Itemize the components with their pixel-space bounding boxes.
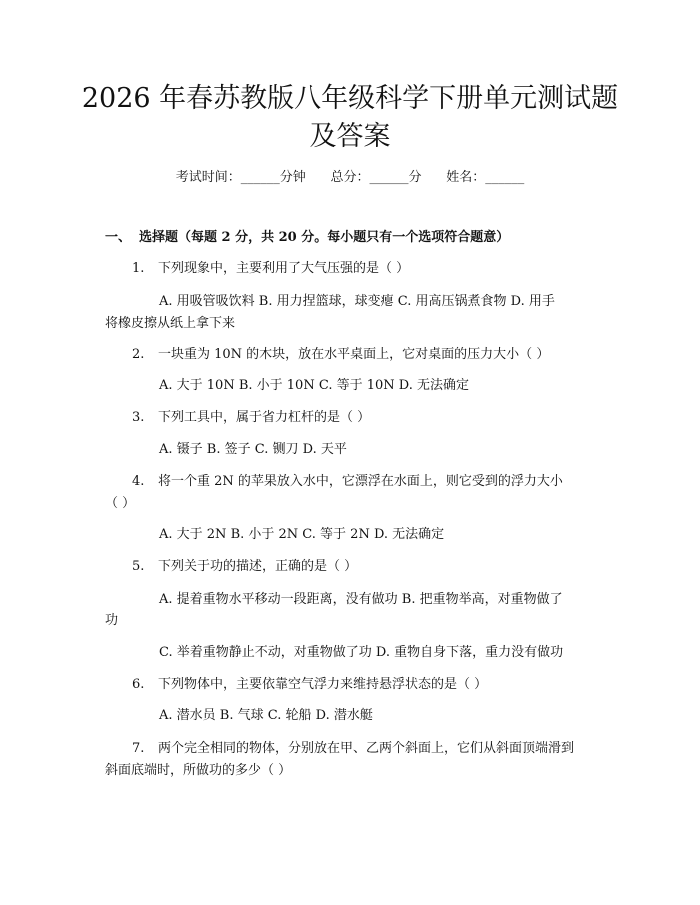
question-number: 1. xyxy=(132,261,145,276)
question-text: 下列物体中，主要依靠空气浮力来维持悬浮状态的是（ ） xyxy=(158,677,488,692)
section-title: 选择题（每题 2 分，共 20 分。每小题只有一个选项符合题意） xyxy=(139,230,510,245)
question-5-options-cont: 功 xyxy=(105,613,119,628)
question-number: 3. xyxy=(132,410,145,425)
question-text: 将一个重 2N 的苹果放入水中，它漂浮在水面上，则它受到的浮力大小 xyxy=(158,474,563,489)
question-5-options: A. 提着重物水平移动一段距离，没有做功 B. 把重物举高，对重物做了 xyxy=(159,592,563,607)
question-number: 7. xyxy=(132,741,145,756)
question-5-options-2: C. 举着重物静止不动，对重物做了功 D. 重物自身下落，重力没有做功 xyxy=(159,645,564,660)
question-text: 一块重为 10N 的木块，放在水平桌面上，它对桌面的压力大小（ ） xyxy=(158,347,550,362)
question-text: 下列现象中，主要利用了大气压强的是（ ） xyxy=(158,261,410,276)
question-2-options: A. 大于 10N B. 小于 10N C. 等于 10N D. 无法确定 xyxy=(159,378,469,393)
question-3-options: A. 镊子 B. 签子 C. 铡刀 D. 天平 xyxy=(159,442,347,457)
question-text: 下列工具中，属于省力杠杆的是（ ） xyxy=(158,410,371,425)
question-7-stem-cont: 斜面底端时，所做功的多少（ ） xyxy=(105,763,292,778)
question-1-options: A. 用吸管吸饮料 B. 用力捏篮球，球变瘪 C. 用高压锅煮食物 D. 用手 xyxy=(159,294,555,309)
question-7-stem xyxy=(132,739,574,759)
question-1-options-cont: 将橡皮擦从纸上拿下来 xyxy=(105,316,236,331)
question-4-stem-cont: （ ） xyxy=(105,496,136,511)
question-4-stem xyxy=(132,472,563,492)
question-number: 4. xyxy=(132,474,145,489)
title-line-1: 2026 年春苏教版八年级科学下册单元测试题 xyxy=(81,83,619,114)
question-2-stem xyxy=(132,345,549,365)
question-5-stem xyxy=(132,557,357,577)
question-text: 下列关于功的描述，正确的是（ ） xyxy=(158,559,358,574)
exam-meta: 考试时间：______分钟 总分：______分 姓名：______ xyxy=(175,170,525,185)
question-3-stem xyxy=(132,408,370,428)
question-text: 两个完全相同的物体，分别放在甲、乙两个斜面上，它们从斜面顶端滑到 xyxy=(158,741,575,756)
section-heading xyxy=(105,228,509,248)
question-1-stem xyxy=(132,259,409,279)
question-4-options: A. 大于 2N B. 小于 2N C. 等于 2N D. 无法确定 xyxy=(159,527,445,542)
question-6-options: A. 潜水员 B. 气球 C. 轮船 D. 潜水艇 xyxy=(159,708,373,723)
section-number: 一、 xyxy=(105,230,132,245)
question-number: 5. xyxy=(132,559,145,574)
title-line-2: 及答案 xyxy=(309,121,391,152)
question-number: 6. xyxy=(132,677,145,692)
question-number: 2. xyxy=(132,347,145,362)
question-6-stem xyxy=(132,675,487,695)
